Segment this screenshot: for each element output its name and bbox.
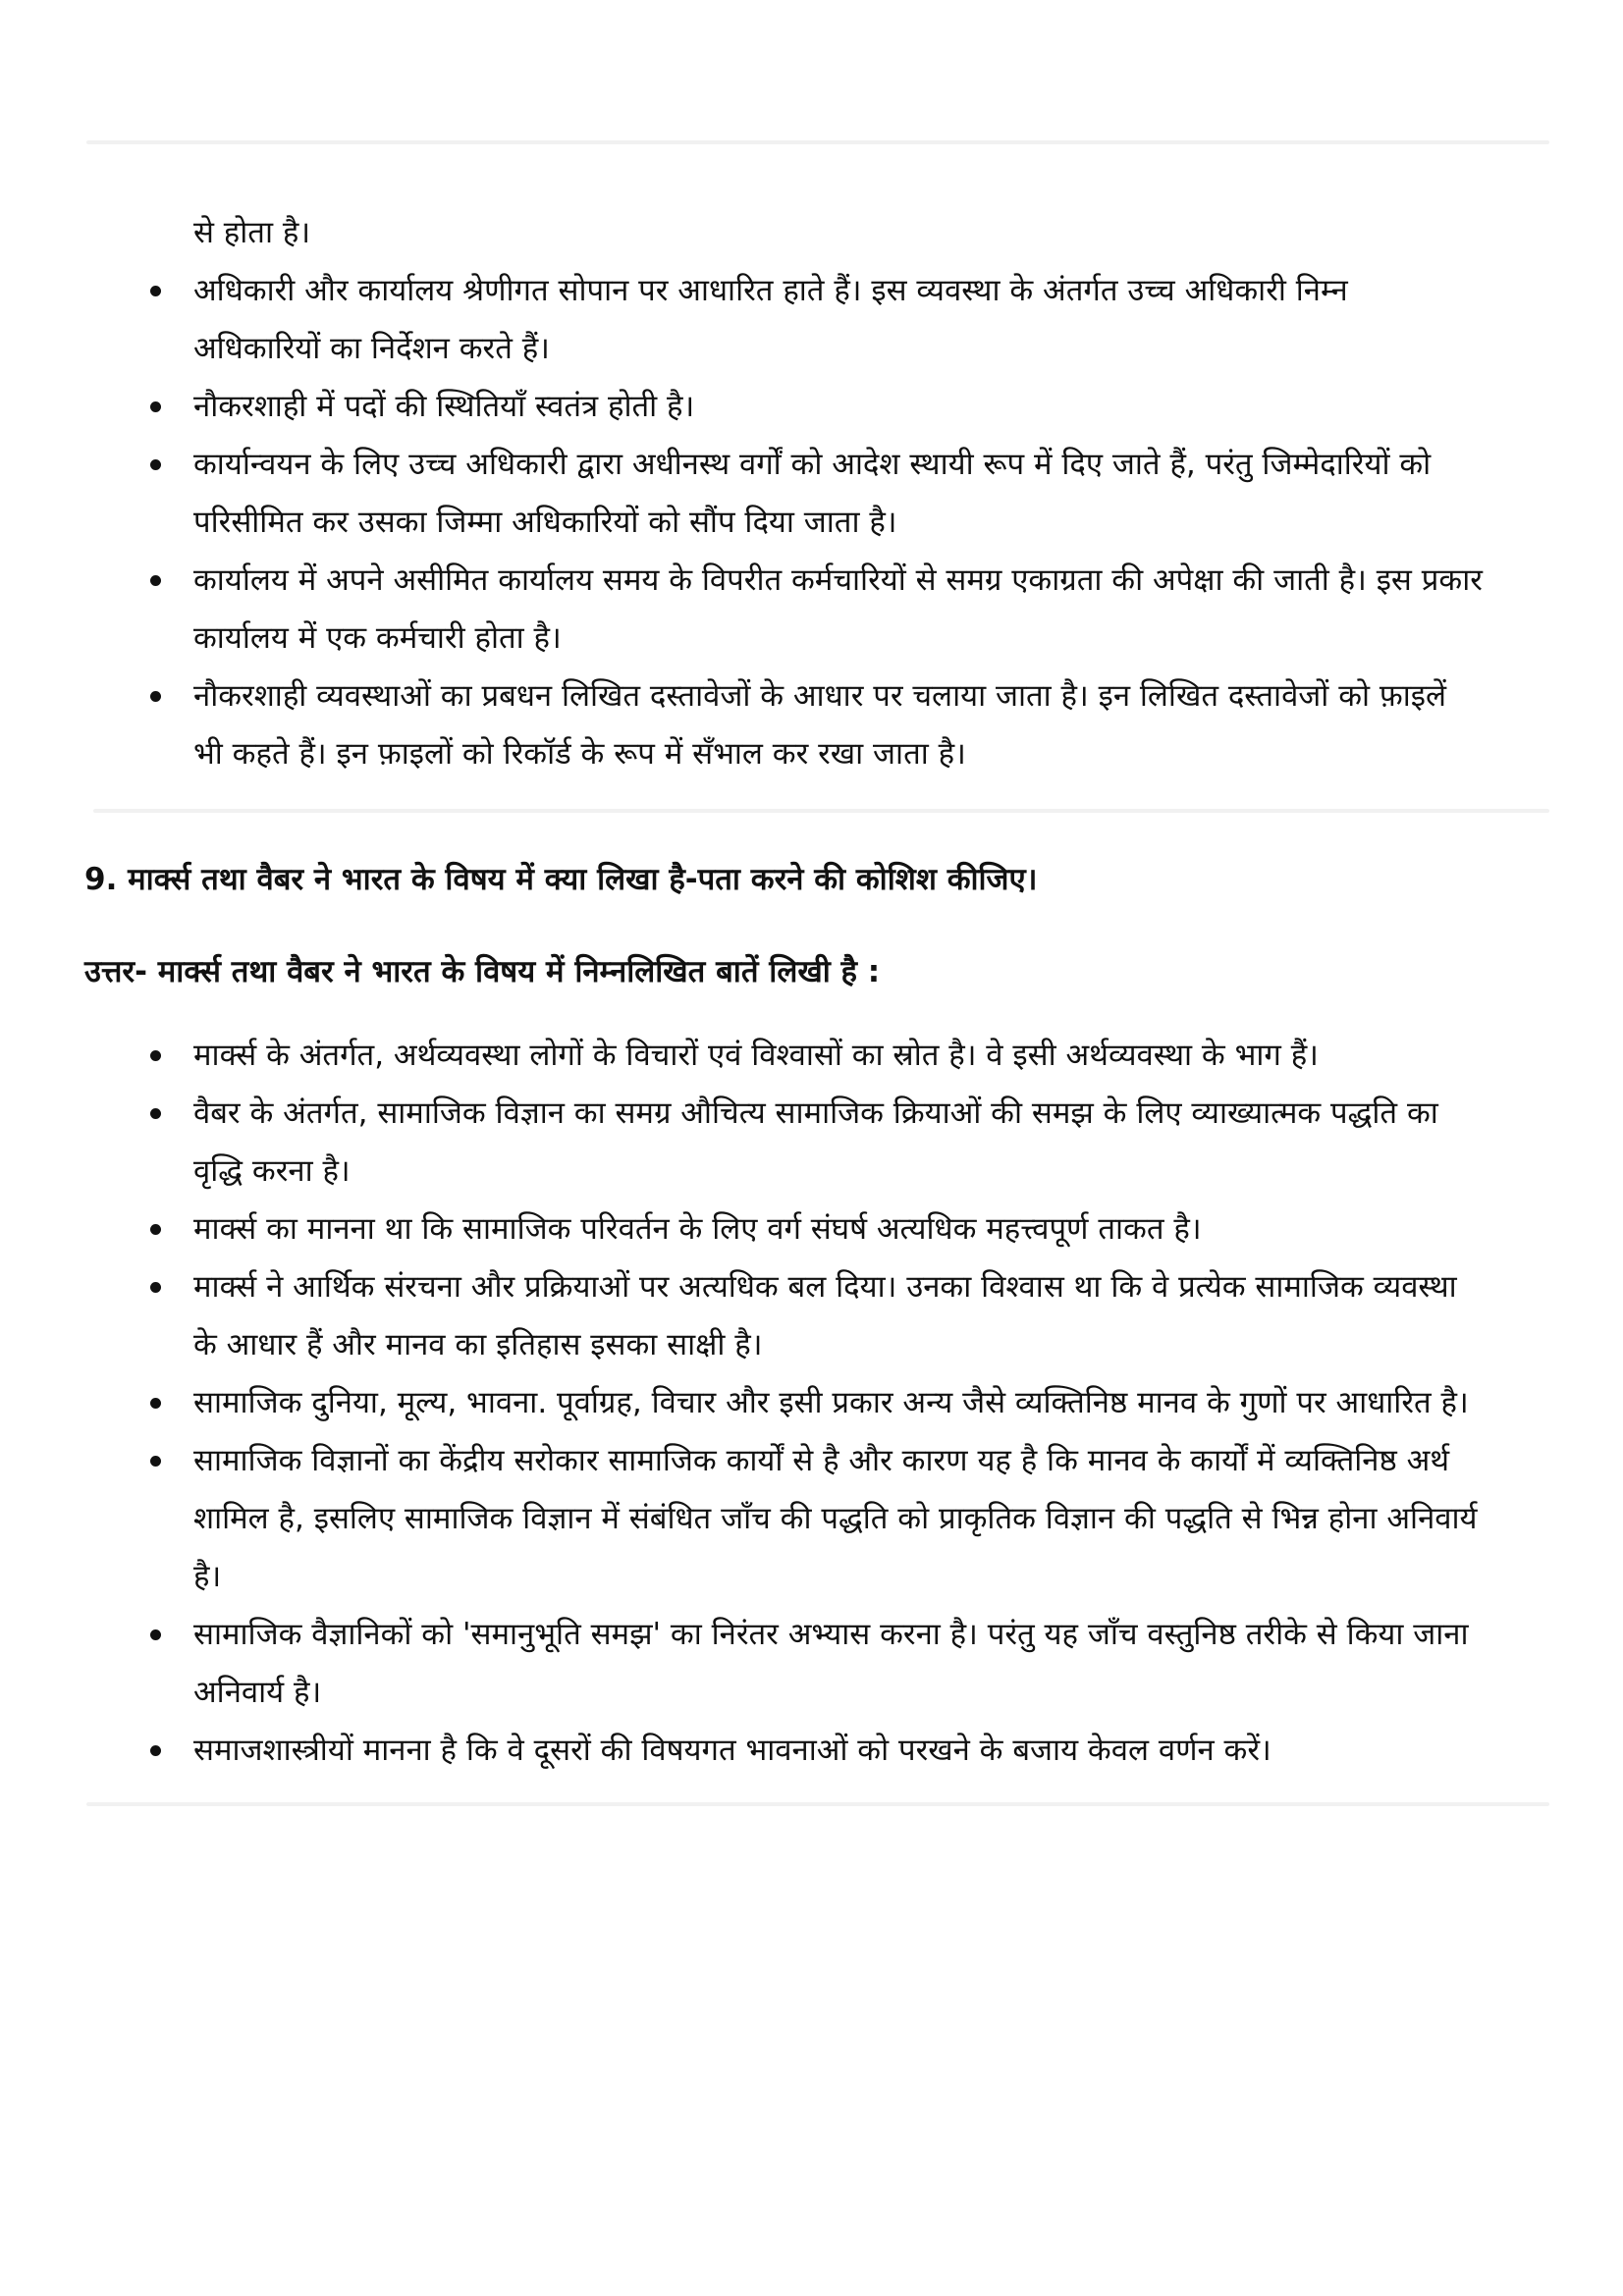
list-item-line: सामाजिक वैज्ञानिकों को 'समानुभूति समझ' का निरंतर अभ्यास करना है। परंतु यह जाँच वस्तुनिष्ठ तरीके से किया जाना [193, 1617, 1469, 1652]
list-item-line: कार्यालय में अपने असीमित कार्यालय समय के विपरीत कर्मचारियों से समग्र एकाग्रता की अपेक्षा की जाती है। इस प्रकार [193, 562, 1483, 598]
list-item-line: वृद्धि करना है। [193, 1153, 351, 1189]
bullet-icon [150, 401, 161, 412]
list-item-line: कार्यान्वयन के लिए उच्च अधिकारी द्वारा अधीनस्थ वर्गों को आदेश स्थायी रूप में दिए जाते हैं, परंतु जिम्मेदारियों को [193, 447, 1432, 482]
bullet-icon [150, 1629, 161, 1640]
list-item [0, 1374, 1623, 1432]
bullet-icon [150, 1398, 161, 1409]
list-item-line: अधिकारी और कार्यालय श्रेणीगत सोपान पर आधारित हाते हैं। इस व्यवस्था के अंतर्गत उच्च अधिकारी निम्न [193, 273, 1348, 308]
list-item-line: नौकरशाही व्यवस्थाओं का प्रबधन लिखित दस्तावेजों के आधार पर चलाया जाता है। इन लिखित दस्तावेजों को फ़ाइलें [193, 678, 1447, 714]
section-divider [93, 809, 1549, 813]
list-item-line: मार्क्स का मानना था कि सामाजिक परिवर्तन के लिए वर्ग संघर्ष अत्यधिक महत्त्वपूर्ण ताकत है। [193, 1211, 1202, 1247]
bureaucracy-bullet-list [0, 262, 1623, 783]
list-item [0, 1432, 1623, 1606]
list-item-line: सामाजिक दुनिया, मूल्य, भावना. पूर्वाग्रह, विचार और इसी प्रकार अन्य जैसे व्यक्तिनिष्ठ मानव के गुणों पर आधारित है। [193, 1385, 1469, 1420]
top-divider [86, 140, 1549, 144]
list-item [0, 1722, 1623, 1780]
list-item-line: भी कहते हैं। इन फ़ाइलों को रिकॉर्ड के रूप में सँभाल कर रखा जाता है। [193, 736, 966, 772]
list-item [0, 1258, 1623, 1374]
list-item-line: मार्क्स के अंतर्गत, अर्थव्यवस्था लोगों के विचारों एवं विश्वासों का स्रोत है। वे इसी अर्थव्यवस्था के भाग हैं। [193, 1038, 1319, 1073]
list-item [0, 262, 1623, 378]
bullet-icon [150, 1745, 161, 1756]
list-item-line: वैबर के अंतर्गत, सामाजिक विज्ञान का समग्र औचित्य सामाजिक क्रियाओं की समझ के लिए व्याख्यात्मक पद्धति का [193, 1095, 1438, 1131]
list-item-line: अनिवार्य है। [193, 1675, 322, 1710]
list-item-line: के आधार हैं और मानव का इतिहास इसका साक्षी है। [193, 1327, 763, 1362]
bullet-icon [150, 286, 161, 296]
list-item-line: कार्यालय में एक कर्मचारी होता है। [193, 620, 562, 656]
list-item-line: शामिल है, इसलिए सामाजिक विज्ञान में संबंधित जाँच की पद्धति को प्राकृतिक विज्ञान की पद्धति से भिन्न होना अनिवार्य [193, 1501, 1478, 1536]
question-heading: 9. मार्क्स तथा वैबर ने भारत के विषय में क्या लिखा है-पता करने की कोशिश कीजिए। [84, 862, 1038, 897]
marx-weber-bullet-list [0, 1027, 1623, 1780]
bullet-icon [150, 691, 161, 702]
list-item [0, 436, 1623, 552]
list-item-line: मार्क्स ने आर्थिक संरचना और प्रक्रियाओं पर अत्यधिक बल दिया। उनका विश्वास था कि वे प्रत्येक सामाजिक व्यवस्था [193, 1269, 1457, 1305]
list-item-line: अधिकारियों का निर्देशन करते हैं। [193, 331, 550, 366]
bullet-icon [150, 1108, 161, 1119]
list-item-line: नौकरशाही में पदों की स्थितियाँ स्वतंत्र होती है। [193, 389, 695, 424]
bottom-divider [86, 1802, 1549, 1806]
bullet-icon [150, 1456, 161, 1467]
bullet-icon [150, 1282, 161, 1293]
list-item [0, 1606, 1623, 1722]
list-item-line: परिसीमित कर उसका जिम्मा अधिकारियों को सौंप दिया जाता है। [193, 505, 897, 540]
list-item [0, 552, 1623, 667]
answer-intro: उत्तर- मार्क्स तथा वैबर ने भारत के विषय में निम्नलिखित बातें लिखी है : [84, 954, 881, 989]
bullet-icon [150, 1050, 161, 1061]
bullet-icon [150, 575, 161, 586]
bullet-icon [150, 1224, 161, 1235]
list-item [0, 1085, 1623, 1201]
list-item-line: है। [193, 1559, 222, 1594]
list-item [0, 378, 1623, 436]
continuation-text: से होता है। [193, 215, 311, 250]
bullet-icon [150, 459, 161, 470]
list-item [0, 1027, 1623, 1085]
list-item [0, 1201, 1623, 1258]
list-item-line: सामाजिक विज्ञानों का केंद्रीय सरोकार सामाजिक कार्यों से है और कारण यह है कि मानव के कार्यों में व्यक्तिनिष्ठ अर्थ [193, 1443, 1450, 1478]
list-item-line: समाजशास्त्रीयों मानना है कि वे दूसरों की विषयगत भावनाओं को परखने के बजाय केवल वर्णन करें। [193, 1733, 1271, 1768]
list-item [0, 667, 1623, 783]
